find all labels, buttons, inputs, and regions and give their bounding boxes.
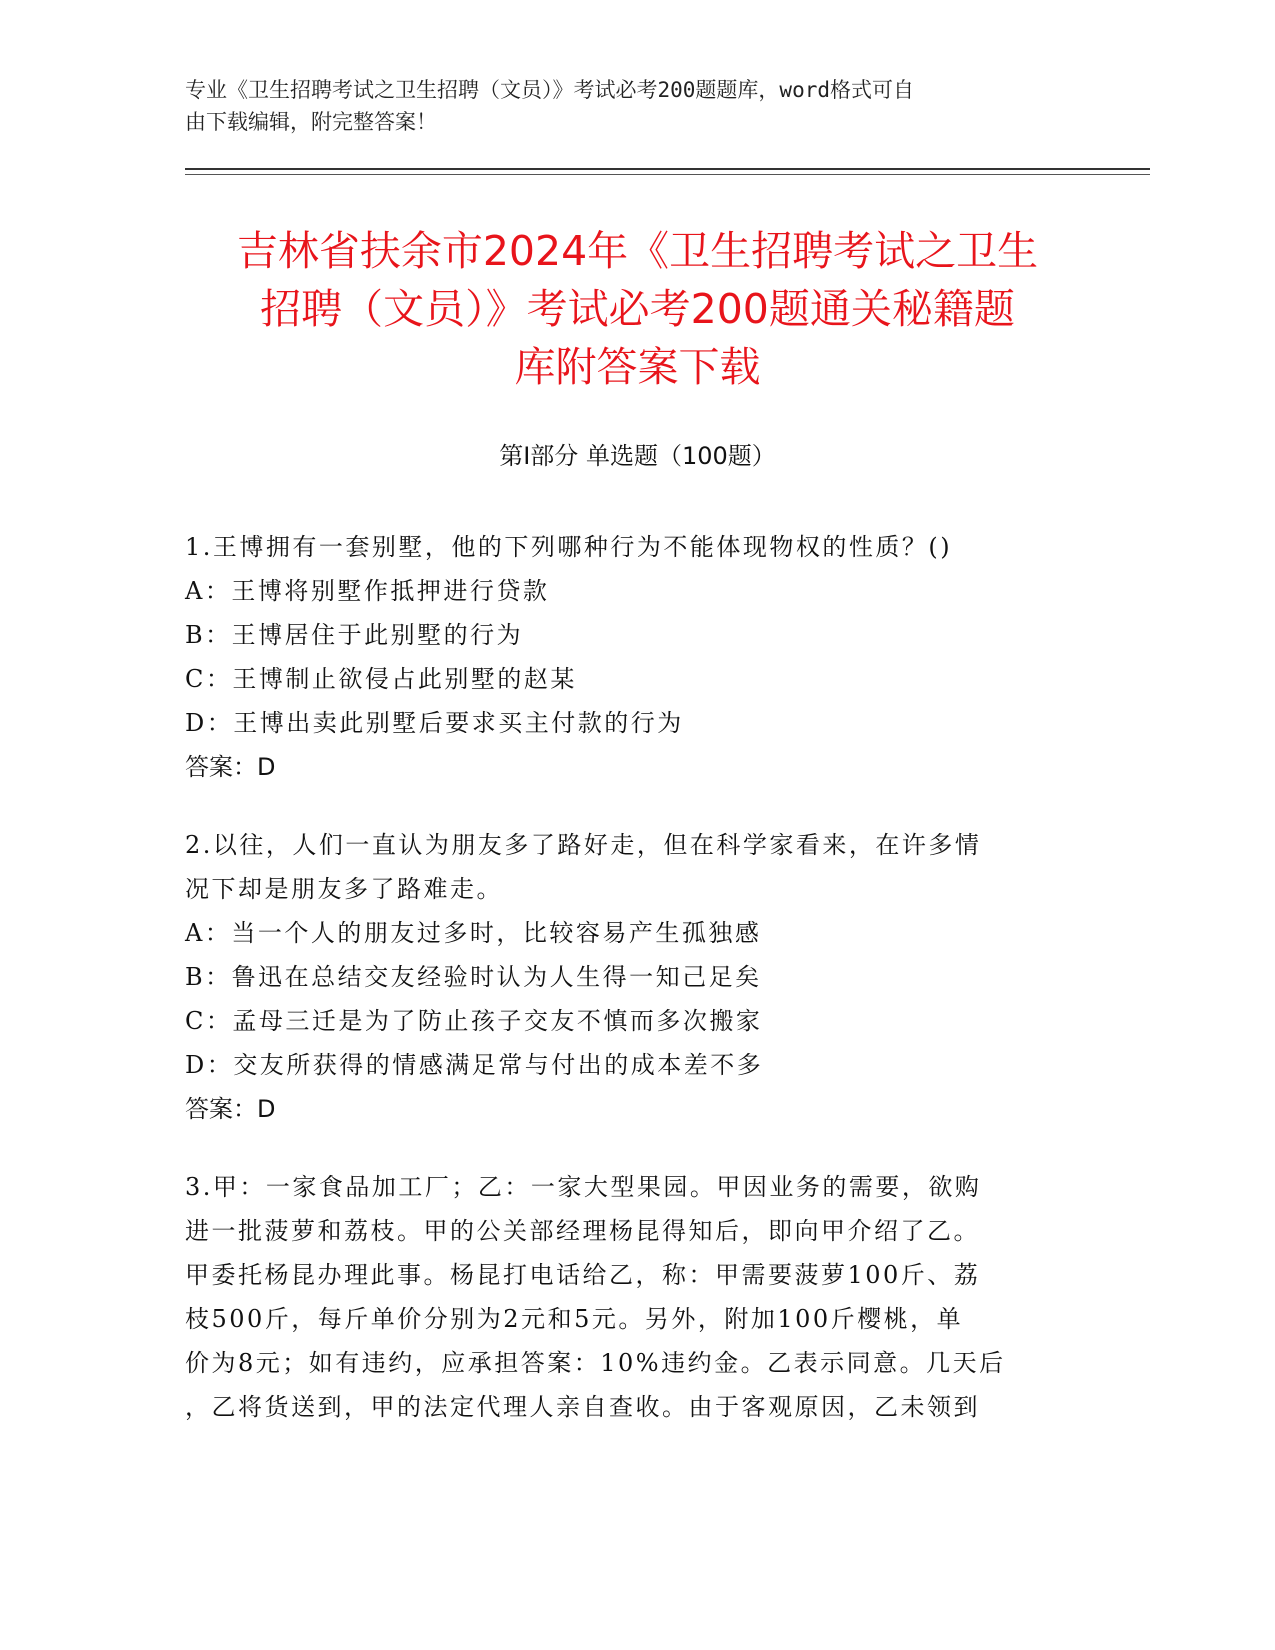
option-c: C：孟母三迁是为了防止孩子交友不慎而多次搬家 xyxy=(185,1007,763,1035)
question-list xyxy=(185,525,1065,1463)
document-title xyxy=(150,222,1125,396)
question-text: 枝500斤，每斤单价分别为2元和5元。另外，附加100斤樱桃，单 xyxy=(185,1305,964,1333)
question-text: 1.王博拥有一套别墅，他的下列哪种行为不能体现物权的性质？() xyxy=(185,533,953,561)
title-line: 库附答案下载 xyxy=(514,343,761,391)
header-note-line: 由下载编辑，附完整答案！ xyxy=(185,110,437,134)
question-3 xyxy=(185,1165,1065,1429)
question-text: 甲委托杨昆办理此事。杨昆打电话给乙，称：甲需要菠萝100斤、荔 xyxy=(185,1261,981,1289)
question-text: 3.甲：一家食品加工厂；乙：一家大型果园。甲因业务的需要，欲购 xyxy=(185,1173,982,1201)
option-b: B：鲁迅在总结交友经验时认为人生得一知己足矣 xyxy=(185,963,762,991)
header-divider-thin xyxy=(185,174,1150,175)
header-note xyxy=(185,74,1065,138)
question-text: ，乙将货送到，甲的法定代理人亲自查收。由于客观原因，乙未领到 xyxy=(185,1393,980,1421)
answer-label: 答案：D xyxy=(185,753,276,781)
question-text: 况下却是朋友多了路难走。 xyxy=(185,875,503,903)
option-b: B：王博居住于此别墅的行为 xyxy=(185,621,524,649)
option-d: D：王博出卖此别墅后要求买主付款的行为 xyxy=(185,709,684,737)
title-line: 招聘（文员）》考试必考200题通关秘籍题 xyxy=(260,285,1015,333)
option-a: A：当一个人的朋友过多时，比较容易产生孤独感 xyxy=(185,919,762,947)
option-d: D：交友所获得的情感满足常与付出的成本差不多 xyxy=(185,1051,764,1079)
question-text: 价为8元；如有违约，应承担答案：10%违约金。乙表示同意。几天后 xyxy=(185,1349,1006,1377)
header-divider-thick xyxy=(185,168,1150,170)
option-c: C：王博制止欲侵占此别墅的赵某 xyxy=(185,665,577,693)
question-2 xyxy=(185,823,1065,1131)
section-heading: 第Ⅰ部分 单选题（100题） xyxy=(499,442,776,470)
question-text: 2.以往，人们一直认为朋友多了路好走，但在科学家看来，在许多情 xyxy=(185,831,982,859)
header-note-line: 专业《卫生招聘考试之卫生招聘（文员）》考试必考200题题库，word格式可自 xyxy=(185,78,914,102)
question-text: 进一批菠萝和荔枝。甲的公关部经理杨昆得知后，即向甲介绍了乙。 xyxy=(185,1217,980,1245)
option-a: A：王博将别墅作抵押进行贷款 xyxy=(185,577,550,605)
title-line: 吉林省扶余市2024年《卫生招聘考试之卫生 xyxy=(236,227,1039,275)
question-1 xyxy=(185,525,1065,789)
answer-label: 答案：D xyxy=(185,1095,276,1123)
